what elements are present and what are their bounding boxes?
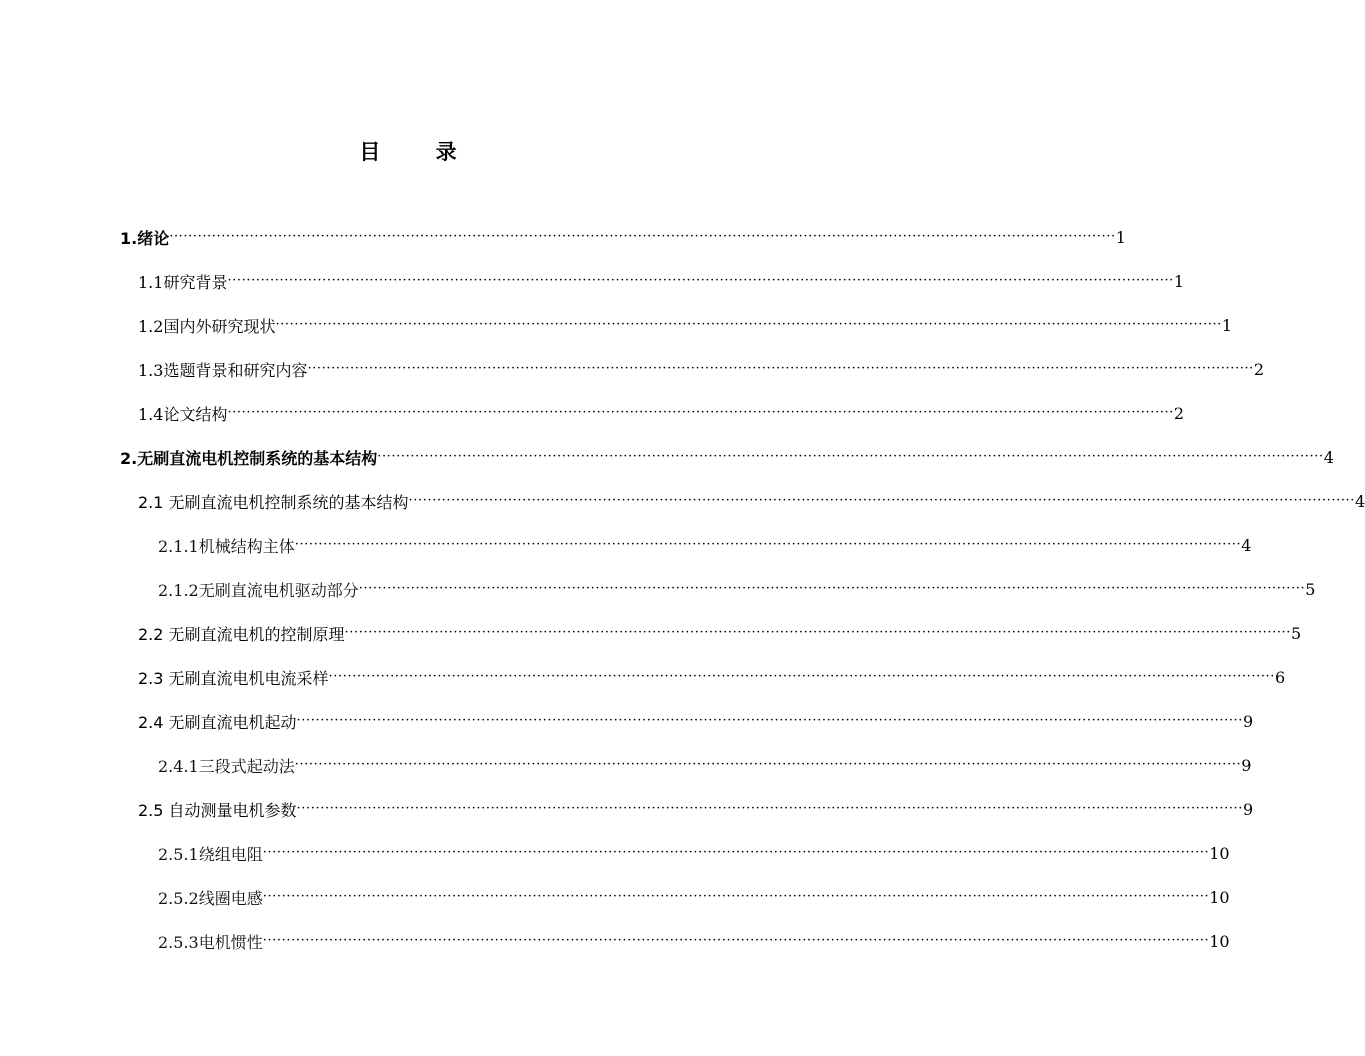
toc-entry[interactable] xyxy=(138,479,1365,523)
toc-entry-label: 2.5.1绕组电阻 xyxy=(158,844,263,864)
toc-leader-dots: ········································································································································································································ xyxy=(358,581,1306,596)
toc-entry-label: 2.3 无刷直流电机电流采样 xyxy=(138,668,329,688)
toc-leader-dots: ········································································································································································································ xyxy=(344,625,1292,640)
toc-entry[interactable] xyxy=(158,567,1316,611)
toc-entry-page: 5 xyxy=(1291,623,1302,643)
toc-entry-label: 2.2 无刷直流电机的控制原理 xyxy=(138,624,345,644)
toc-entry-page: 10 xyxy=(1209,887,1230,907)
toc-entry-page: 9 xyxy=(1243,711,1254,731)
toc-entry-label: 1.1研究背景 xyxy=(138,272,228,292)
toc-leader-dots: ········································································································································································································ xyxy=(307,361,1254,376)
toc-leader-dots: ········································································································································································································ xyxy=(408,493,1356,508)
toc-entry-label: 2.5 自动测量电机参数 xyxy=(138,800,297,820)
toc-leader-dots: ········································································································································································································ xyxy=(227,405,1174,420)
toc-entry-page: 5 xyxy=(1305,579,1316,599)
toc-entry-label: 1.绪论 xyxy=(120,228,170,248)
toc-entry-page: 6 xyxy=(1275,667,1286,687)
toc-entry[interactable] xyxy=(138,699,1254,743)
toc-entry[interactable] xyxy=(158,919,1230,963)
toc-entry[interactable] xyxy=(158,743,1252,787)
toc-entry-page: 4 xyxy=(1323,447,1334,467)
toc-entry[interactable] xyxy=(120,215,1126,259)
toc-leader-dots: ········································································································································································································ xyxy=(262,889,1210,904)
toc-leader-dots: ········································································································································································································ xyxy=(296,713,1244,728)
toc-entry-page: 4 xyxy=(1355,491,1365,511)
toc-entry-label: 2.无刷直流电机控制系统的基本结构 xyxy=(120,448,378,468)
toc-leader-dots: ········································································································································································································ xyxy=(294,757,1242,772)
toc-entry[interactable] xyxy=(158,831,1230,875)
toc-leader-dots: ········································································································································································································ xyxy=(296,801,1244,816)
toc-entry[interactable] xyxy=(138,391,1185,435)
toc-entry[interactable] xyxy=(138,611,1302,655)
toc-entry-page: 9 xyxy=(1241,755,1252,775)
toc-entry[interactable] xyxy=(138,259,1185,303)
toc-entry-page: 1 xyxy=(1221,315,1233,335)
toc-entry-label: 2.1 无刷直流电机控制系统的基本结构 xyxy=(138,492,409,512)
toc-entry-page: 2 xyxy=(1173,403,1185,423)
toc-entry-label: 1.3选题背景和研究内容 xyxy=(138,360,308,380)
toc-entry-label: 2.5.3电机惯性 xyxy=(158,932,263,952)
toc-entry[interactable] xyxy=(120,435,1334,479)
toc-entry-label: 2.1.1机械结构主体 xyxy=(158,536,295,556)
toc-entry-label: 2.4 无刷直流电机起动 xyxy=(138,712,297,732)
toc-entry-page: 9 xyxy=(1243,799,1254,819)
toc-leader-dots: ········································································································································································································ xyxy=(275,317,1222,332)
toc-leader-dots: ········································································································································································································ xyxy=(227,273,1174,288)
toc-leader-dots: ········································································································································································································ xyxy=(262,933,1210,948)
toc-entry-page: 4 xyxy=(1241,535,1252,555)
toc-entry[interactable] xyxy=(138,347,1265,391)
toc-leader-dots: ········································································································································································································ xyxy=(262,845,1210,860)
toc-entry-page: 10 xyxy=(1209,843,1230,863)
toc-entry-label: 1.2国内外研究现状 xyxy=(138,316,276,336)
toc-entry-page: 2 xyxy=(1253,359,1265,379)
toc-entry[interactable] xyxy=(138,303,1233,347)
toc-entry-label: 2.1.2无刷直流电机驱动部分 xyxy=(158,580,359,600)
toc-entry[interactable] xyxy=(158,523,1252,567)
toc-entry[interactable] xyxy=(138,787,1254,831)
toc-entry-page: 1 xyxy=(1173,271,1185,291)
toc-entry-label: 1.4论文结构 xyxy=(138,404,228,424)
toc-leader-dots: ········································································································································································································ xyxy=(169,229,1116,244)
toc-entry-page: 1 xyxy=(1115,227,1126,247)
toc-entry-label: 2.4.1三段式起动法 xyxy=(158,756,295,776)
toc-entry[interactable] xyxy=(138,655,1286,699)
toc-entry[interactable] xyxy=(158,875,1230,919)
toc-entry-page: 10 xyxy=(1209,931,1230,951)
toc-leader-dots: ········································································································································································································ xyxy=(377,449,1324,464)
toc-leader-dots: ········································································································································································································ xyxy=(328,669,1276,684)
page-title: 目 录 xyxy=(359,140,481,164)
toc-entry-label: 2.5.2线圈电感 xyxy=(158,888,263,908)
toc-leader-dots: ········································································································································································································ xyxy=(294,537,1242,552)
